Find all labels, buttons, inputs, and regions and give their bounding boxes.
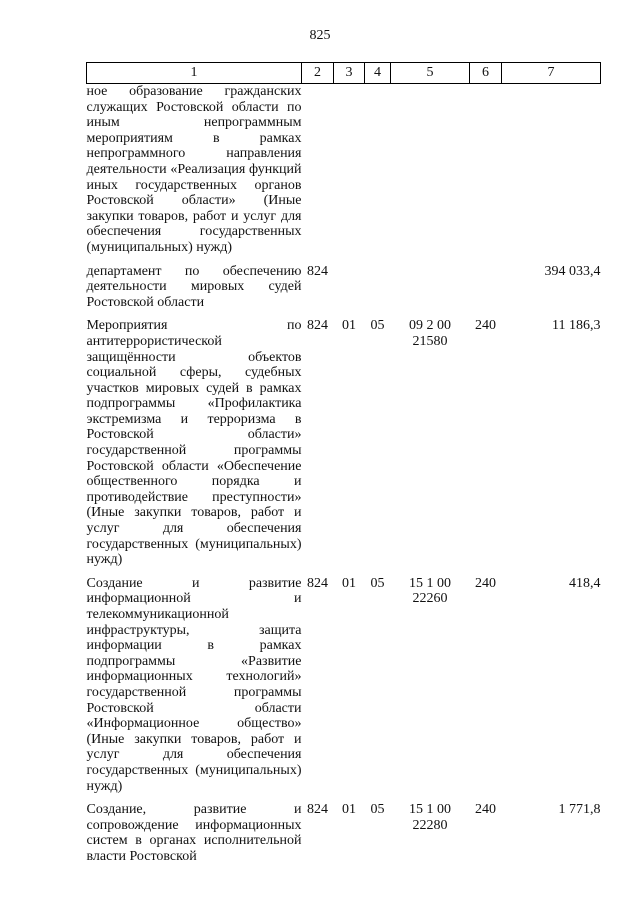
col-header-5: 5 — [391, 63, 470, 84]
row-name: Создание и развитие информационной и телекоммуникационной инфраструктуры, защита информации в рамках подпрограммы «Развитие информационных технологий» государственной программы Ростовской области «Информационное общество» (Иные закупки товаров, работ и услуг для обеспечения государственных (муниципальных) нужд) — [86, 575, 302, 794]
row-target-code: 15 1 00 22280 — [409, 802, 451, 833]
row-amount — [502, 84, 601, 264]
row-amount: 11 186,3 — [552, 318, 601, 334]
row-ministry-code: 824 — [307, 263, 328, 279]
table-row — [87, 264, 601, 319]
row-subsection-code — [365, 264, 391, 319]
row-ministry-code — [302, 84, 334, 264]
row-expense-type — [470, 84, 502, 264]
col-header-1: 1 — [87, 63, 302, 84]
row-target-code: 15 1 00 22260 — [409, 575, 451, 607]
table-row — [87, 84, 601, 264]
row-ministry-code: 824 — [307, 318, 328, 334]
col-header-2: 2 — [302, 63, 334, 84]
row-amount: 1 771,8 — [558, 802, 601, 818]
page-number: 825 — [309, 28, 331, 43]
row-subsection-code: 05 — [370, 575, 385, 591]
col-header-6: 6 — [470, 63, 502, 84]
row-target-code: 09 2 00 21580 — [409, 318, 451, 349]
row-target-code — [391, 84, 470, 264]
table-row — [87, 802, 601, 864]
col-header-4: 4 — [365, 63, 391, 84]
table-header-row — [87, 63, 601, 84]
row-section-code: 01 — [342, 318, 356, 334]
row-subsection-code: 05 — [370, 802, 385, 818]
row-subsection-code: 05 — [370, 318, 385, 334]
table-row — [87, 576, 601, 802]
col-header-3: 3 — [334, 63, 365, 84]
row-name: департамент по обеспечению деятельности мировых судей Ростовской области — [86, 263, 302, 310]
row-name: Мероприятия по антитеррористической защищённости объектов социальной сферы, судебных участков мировых судей в рамках подпрограммы «Профилактика экстремизма и терроризма в Ростовской области» государственной программы Ростовской области «Обеспечение общественного порядка и противодействие преступности» (Иные закупки товаров, работ и услуг для обеспечения государственных (муниципальных) нужд) — [86, 318, 302, 568]
row-amount: 394 033,4 — [544, 263, 601, 279]
row-name: ное образование гражданских служащих Ростовской области по иным непрограммным мероприятиям в рамках непрограммного направления деятельности «Реализация функций иных государственных органов Ростовской области» (Иные закупки товаров, работ и услуг для обеспечения государственных (муниципальных) нужд) — [86, 84, 302, 255]
row-expense-type: 240 — [475, 802, 496, 818]
row-section-code — [334, 264, 365, 319]
col-header-7: 7 — [502, 63, 601, 84]
row-ministry-code: 824 — [307, 802, 328, 818]
row-target-code — [391, 264, 470, 319]
row-expense-type: 240 — [475, 575, 496, 591]
budget-table — [86, 62, 601, 865]
row-section-code — [334, 84, 365, 264]
table-row — [87, 318, 601, 576]
row-section-code: 01 — [342, 802, 356, 818]
row-ministry-code: 824 — [307, 575, 328, 591]
row-amount: 418,4 — [569, 575, 601, 591]
row-expense-type: 240 — [475, 318, 496, 334]
row-expense-type — [470, 264, 502, 319]
row-name: Создание, развитие и сопровождение информационных систем в органах исполнительной власти Ростовской — [86, 802, 302, 864]
row-section-code: 01 — [342, 575, 356, 591]
row-subsection-code — [365, 84, 391, 264]
